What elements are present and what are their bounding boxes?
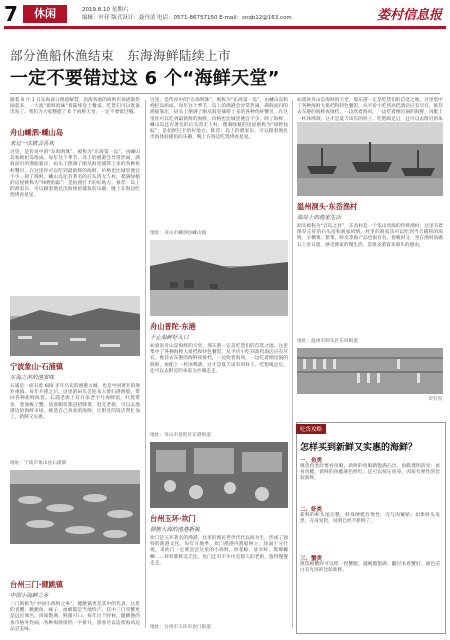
lead-paragraph: 随着 8 月 1 日东海部分渔船解禁，沿海各地的海鲜市场逐渐热闹起来，一大波“新鲜海味”将陆续登上餐桌。吃货们可以准备出发了。我们为大家整理了 6 个海鲜天堂，一定不要错过哦。 <box>10 98 140 116</box>
column-divider <box>292 100 293 628</box>
editor-line: 编辑：叶佳 版式设计：聂丹凌 电话：0571-86757150 E-mail：snqb12@163.com <box>82 15 292 21</box>
section-body: 石浦是一座有着 600 多年历史的渔港古城，也是中国著名的渔业重镇。每年开渔之后，这里的码头会迎来大批归港渔船，带回各种新鲜海货。石浦老街上有许多老字号海鲜馆，红烧带鱼、葱油梭子蟹、清蒸鲳鱼都是招牌菜。逛完老街，可以去渔港边的海鲜市场，挑选自己喜欢的海鲜，让附近的饭店帮忙加工，新鲜又实惠。 <box>10 384 140 421</box>
section-subtitle: 拥抱大海的渔港新貌 <box>150 527 200 533</box>
photo-credit: 资料图 <box>428 397 442 402</box>
section-subtitle: 东海之滨的渔家味 <box>10 375 55 381</box>
section-subtitle: 不止海鲜好入口 <box>150 335 189 341</box>
section-body: 坎门是玉环著名的渔港，这里的渔民世世代代以海为生，形成了独特的渔港文化。每年开渔季，坎门渔港内渔船林立，场面十分壮观。来坎门一定要尝尝这里的小海鲜，炒花蛤、盐水虾、酱爆螺蛳……样样都鲜美无比。坎门还有不少历史悠久的老街，值得慢慢走走。 <box>150 536 288 566</box>
section-body-continued: 这里，是传说中的“东海明珠”，被称为“东海第一岛”，由嵊山岛和枸杞岛组成。每年这个季节，岛上的渔港会异常热闹，满载而归的渔船靠岸，码头上摆满了刚从海里捕捞上来的各种鱼虾蟹贝。在这里你可以吃到最新鲜的海鲜，价格也比城里便宜不少。除了海鲜，嵊山岛还有著名的后头湾无人村，爬满绿植的房屋被称为“绿野仙踪”，是拍照打卡的好地方。推荐：岛上的渔家乐，可以跟着渔民出海体验捕鱼的乐趣，晚上在海边吃烧烤看星星。 <box>150 98 288 141</box>
tip-label: 二、虾类 <box>300 507 323 513</box>
island-coast-photo <box>150 240 288 316</box>
masthead-rule <box>4 26 446 29</box>
tip-item <box>300 554 440 598</box>
tip-item <box>300 505 440 549</box>
section-title: 台州三门·健跳镇 <box>10 580 64 589</box>
fishing-boats-photo <box>297 122 443 196</box>
section-subtitle: 中国小海鲜之乡 <box>10 593 49 599</box>
section-address: 地址：舟山市普陀区东港街道 <box>150 433 211 438</box>
tip-item <box>300 456 440 500</box>
section-body-continued: 如果说舟山是海鲜的天堂，那东港一定是吃货们的首选之地。这里集中了各种海鲜大排档和特色餐馆，从平价小吃到高档酒店应有尽有。推荐去东港的海鲜夜排档，一边吹着海风，一边吃着刚出锅的海鲜，再配上一杯冰啤酒，这才是夏天该有的样子。吃饱喝足后，还可以去附近的朱 <box>297 98 443 122</box>
seafood-market-photo <box>150 442 288 508</box>
fish-drying-photo <box>297 348 443 394</box>
date-line: 2019.8.10 星期六 <box>82 7 129 13</box>
section-title: 温州洞头·东岙渔村 <box>297 202 358 211</box>
fish-catch-photo <box>10 470 140 544</box>
tip-label: 一、鱼类 <box>300 458 323 464</box>
section-body: 三门被称为“中国小海鲜之乡”，健跳镇更是其中的代表。这里的青蟹、跳跳鱼、蛏子、血蚶都是当地特产，其中三门青蟹更是远近闻名，肉质饱满、鲜甜可口。每年这个时候，健跳港的夜市格外热闹，各种海鲜排档一字排开，游客可以边吹海风边品尝美味。 <box>10 602 140 632</box>
tip-label: 三、蟹类 <box>300 556 323 562</box>
section-body: 如果说舟山是海鲜的天堂，那东港一定是吃货们的首选之地。这里集中了各种海鲜大排档和特色餐馆，从平价小吃到高档酒店应有尽有。推荐去东港的海鲜夜排档，一边吹着海风，一边吃着刚出锅的海鲜，再配上一杯冰啤酒，这才是夏天该有的样子。吃饱喝足后，还可以去附近的朱家尖沙滩走走。 <box>150 344 288 374</box>
tip-text: 挑选鱼类时要看鱼眼，新鲜的鱼眼睛饱满凸出，角膜透明清亮；再看鱼鳃，新鲜的鱼鳃颜色鲜红；还可以按压鱼身，肉质有弹性的比较新鲜。 <box>300 464 440 482</box>
headline-rule <box>10 93 440 94</box>
section-address: 地址：台州市玉环市坎门街道 <box>150 625 211 630</box>
section-title: 舟山嵊泗·嵊山岛 <box>10 128 64 137</box>
tips-tag: 吃货攻略 <box>296 424 326 434</box>
tip-text: 挑选螃蟹时可以捏一捏蟹腿，越硬越饱满；翻过来看蟹肚，颜色洁白有光泽的比较新鲜。 <box>300 562 440 574</box>
section-address: 地址：温州市洞头区东屏街道 <box>297 339 358 344</box>
section-subtitle: 海岛上的渔家生活 <box>297 215 342 221</box>
section-title: 舟山普陀·东港 <box>150 322 196 331</box>
tips-list <box>300 456 440 626</box>
section-subtitle: 来过一次就会喜欢 <box>10 141 55 147</box>
newspaper-logo: 娄村信息报 <box>376 8 442 23</box>
section-label: 休闲 <box>23 5 67 23</box>
headline: 一定不要错过这 6 个“海鲜天堂” <box>10 68 280 89</box>
section-title: 宁波象山·石浦镇 <box>10 362 64 371</box>
column-divider <box>145 100 146 628</box>
page-number: 7 <box>4 2 18 26</box>
tips-title: 怎样买到新鲜又实惠的海鲜？ <box>300 443 418 453</box>
kicker: 部分渔船休渔结束 东海海鲜陆续上市 <box>10 48 232 63</box>
section-address: 地址：舟山市嵊泗县嵊山镇 <box>150 231 207 236</box>
section-body: 这里，是传说中的“东海明珠”，被称为“东海第一岛”，由嵊山岛和枸杞岛组成。每年这个季节，岛上的渔港会异常热闹，满载而归的渔船靠岸，码头上摆满了刚从海里捕捞上来的各种鱼虾蟹贝。在这里你可以吃到最新鲜的海鲜，价格也比城里便宜不少。除了海鲜，嵊山岛还有著名的后头湾无人村，爬满绿植的房屋被称为“绿野仙踪”，是拍照打卡的好地方。推荐：岛上的渔家乐，可以跟着渔民出海体验捕鱼的乐趣，晚上在海边吃烧烤看星星。 <box>10 150 140 199</box>
tip-text: 新鲜的虾头尾完整，虾身硬挺有弹性，壳与肉紧贴；如果虾头发黑、壳身发软，说明已经不新鲜了。 <box>300 513 440 525</box>
section-title: 台州玉环·坎门 <box>150 514 196 523</box>
harbor-photo <box>10 296 140 356</box>
section-address: 地址：宁波市象山县石浦镇 <box>10 461 67 466</box>
section-body: 洞头被称为“百岛之县”，东岙村是一个依山傍海的传统渔村，这里有着保存完好的石头房和渔家风情。村里的渔家乐可以吃到当天捕捞的海鲜，羊栖菜、紫菜、虾皮等海产品也很有名。傍晚时分，坐在渔村的礁石上看日落，感受渔家的慢生活，是很多游客来洞头的理由。 <box>297 224 443 248</box>
